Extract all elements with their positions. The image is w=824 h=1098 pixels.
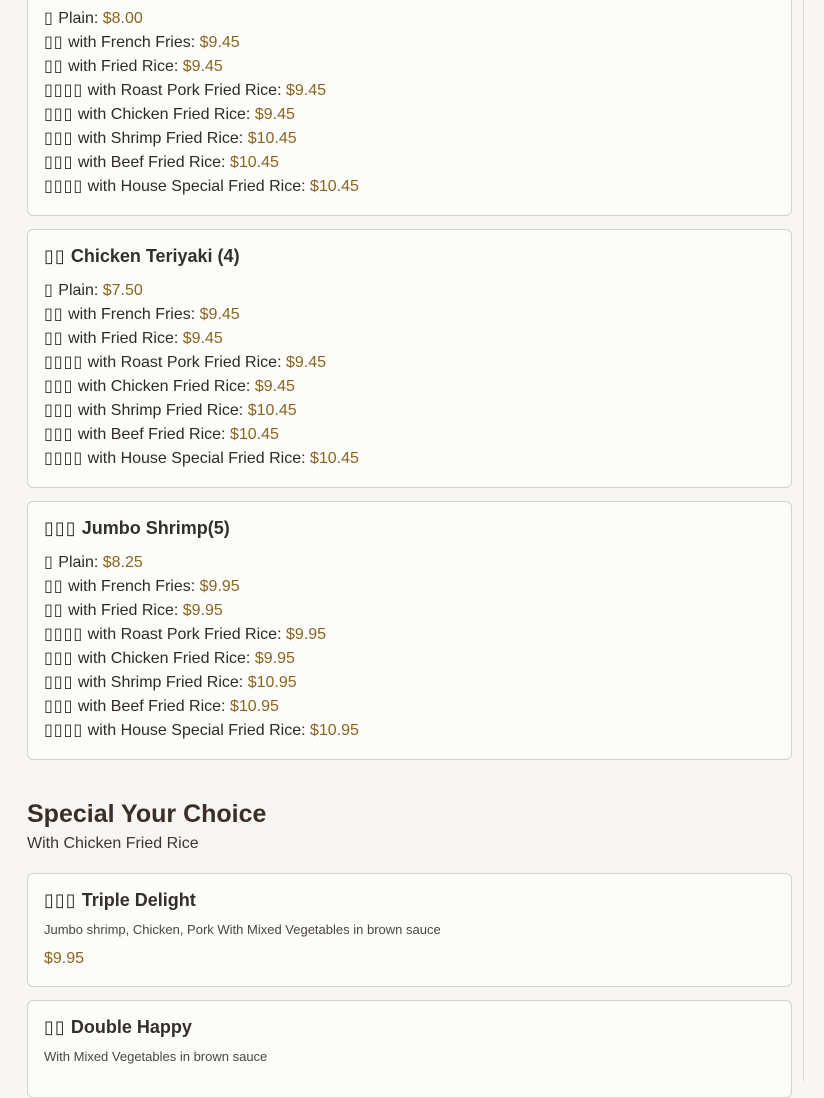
title-icon: ▯▯ bbox=[44, 1017, 66, 1037]
option-price: $10.45 bbox=[309, 450, 359, 467]
option-price: $10.45 bbox=[309, 178, 359, 195]
option-icon: ▯ bbox=[44, 10, 54, 27]
price-option bbox=[44, 695, 775, 719]
price-option bbox=[44, 151, 775, 175]
option-icon: ▯▯▯ bbox=[44, 106, 74, 123]
menu-item-name: Triple Delight bbox=[81, 890, 196, 910]
option-icon: ▯▯ bbox=[44, 578, 64, 595]
price-option bbox=[44, 7, 775, 31]
menu-item-description: Jumbo shrimp, Chicken, Pork With Mixed Vegetables in brown sauce bbox=[44, 922, 441, 937]
option-label: with Roast Pork Fried Rice: bbox=[87, 354, 286, 371]
price-option bbox=[44, 623, 775, 647]
price-option bbox=[44, 79, 775, 103]
option-label: with House Special Fried Rice: bbox=[87, 178, 310, 195]
option-icon: ▯▯▯ bbox=[44, 426, 74, 443]
menu-item-title bbox=[44, 244, 775, 268]
menu-item-title bbox=[44, 1015, 775, 1039]
option-price: $9.95 bbox=[199, 578, 240, 595]
option-icon: ▯▯▯ bbox=[44, 674, 74, 691]
option-label: with Fried Rice: bbox=[68, 58, 183, 75]
option-label: with Beef Fried Rice: bbox=[77, 154, 230, 171]
option-label: with House Special Fried Rice: bbox=[87, 722, 310, 739]
option-price: $9.45 bbox=[182, 58, 223, 75]
option-label: with Beef Fried Rice: bbox=[77, 698, 230, 715]
option-price: $10.95 bbox=[247, 674, 297, 691]
option-icon: ▯ bbox=[44, 282, 54, 299]
option-icon: ▯▯▯▯ bbox=[44, 354, 84, 371]
option-price: $9.95 bbox=[285, 626, 326, 643]
title-icon: ▯▯ bbox=[44, 246, 66, 266]
price-option bbox=[44, 175, 775, 199]
section-title: Special Your Choice bbox=[27, 800, 267, 828]
option-price: $10.45 bbox=[247, 130, 297, 147]
price-option bbox=[44, 55, 775, 79]
option-price: $10.95 bbox=[309, 722, 359, 739]
option-label: with Chicken Fried Rice: bbox=[77, 650, 255, 667]
option-price: $9.45 bbox=[254, 378, 295, 395]
option-label: Plain: bbox=[58, 282, 103, 299]
option-price: $7.50 bbox=[102, 282, 143, 299]
option-label: with French Fries: bbox=[68, 578, 200, 595]
special-section bbox=[27, 798, 792, 1098]
option-label: with Roast Pork Fried Rice: bbox=[87, 626, 286, 643]
menu-item-price: $9.95 bbox=[44, 950, 85, 967]
option-icon: ▯▯▯▯ bbox=[44, 722, 84, 739]
price-option bbox=[44, 575, 775, 599]
menu-item-card bbox=[27, 229, 792, 488]
option-label: with Roast Pork Fried Rice: bbox=[87, 82, 286, 99]
option-label: with House Special Fried Rice: bbox=[87, 450, 310, 467]
price-option bbox=[44, 303, 775, 327]
price-option bbox=[44, 423, 775, 447]
option-price: $10.45 bbox=[247, 402, 297, 419]
price-option bbox=[44, 399, 775, 423]
price-option bbox=[44, 31, 775, 55]
option-label: with Beef Fried Rice: bbox=[77, 426, 230, 443]
price-option bbox=[44, 599, 775, 623]
menu-item-description: With Mixed Vegetables in brown sauce bbox=[44, 1049, 268, 1064]
menu-item-name: Jumbo Shrimp(5) bbox=[81, 518, 230, 538]
option-price: $9.45 bbox=[285, 354, 326, 371]
option-label: with Fried Rice: bbox=[68, 330, 183, 347]
option-price: $10.45 bbox=[229, 154, 279, 171]
menu-item-card bbox=[27, 1000, 792, 1098]
price-option bbox=[44, 551, 775, 575]
price-option bbox=[44, 719, 775, 743]
option-icon: ▯▯▯▯ bbox=[44, 626, 84, 643]
menu-item-card bbox=[27, 501, 792, 760]
option-icon: ▯▯▯▯ bbox=[44, 450, 84, 467]
option-price: $9.45 bbox=[254, 106, 295, 123]
price-option bbox=[44, 327, 775, 351]
menu-item-title bbox=[44, 516, 775, 540]
option-label: with Shrimp Fried Rice: bbox=[77, 674, 248, 691]
option-label: with French Fries: bbox=[68, 34, 200, 51]
option-label: with Fried Rice: bbox=[68, 602, 183, 619]
option-icon: ▯▯▯ bbox=[44, 154, 74, 171]
option-icon: ▯▯ bbox=[44, 58, 64, 75]
option-label: with Chicken Fried Rice: bbox=[77, 106, 255, 123]
option-label: with Chicken Fried Rice: bbox=[77, 378, 255, 395]
option-icon: ▯▯ bbox=[44, 306, 64, 323]
price-option bbox=[44, 103, 775, 127]
menu-item-card bbox=[27, 873, 792, 987]
menu-item-card bbox=[27, 0, 792, 216]
option-label: with Shrimp Fried Rice: bbox=[77, 130, 248, 147]
option-icon: ▯▯▯ bbox=[44, 378, 74, 395]
option-icon: ▯▯ bbox=[44, 602, 64, 619]
option-icon: ▯▯▯ bbox=[44, 402, 74, 419]
scroll-edge-divider bbox=[803, 0, 804, 1081]
option-price: $9.95 bbox=[254, 650, 295, 667]
option-price: $10.95 bbox=[229, 698, 279, 715]
price-option bbox=[44, 375, 775, 399]
option-label: Plain: bbox=[58, 554, 103, 571]
price-option bbox=[44, 447, 775, 471]
option-price: $8.25 bbox=[102, 554, 143, 571]
option-icon: ▯▯▯▯ bbox=[44, 178, 84, 195]
option-price: $9.45 bbox=[285, 82, 326, 99]
option-icon: ▯▯▯ bbox=[44, 130, 74, 147]
option-price: $9.95 bbox=[182, 602, 223, 619]
menu-item-name: Double Happy bbox=[70, 1017, 192, 1037]
menu-item-title bbox=[44, 888, 775, 912]
option-icon: ▯▯▯ bbox=[44, 698, 74, 715]
option-label: with Shrimp Fried Rice: bbox=[77, 402, 248, 419]
option-icon: ▯▯ bbox=[44, 330, 64, 347]
price-option bbox=[44, 351, 775, 375]
option-price: $9.45 bbox=[199, 306, 240, 323]
price-option bbox=[44, 279, 775, 303]
option-icon: ▯▯▯▯ bbox=[44, 82, 84, 99]
option-price: $10.45 bbox=[229, 426, 279, 443]
price-option bbox=[44, 647, 775, 671]
title-icon: ▯▯▯ bbox=[44, 518, 77, 538]
option-label: Plain: bbox=[58, 10, 103, 27]
price-option bbox=[44, 671, 775, 695]
option-price: $9.45 bbox=[182, 330, 223, 347]
option-icon: ▯ bbox=[44, 554, 54, 571]
menu-content bbox=[27, 0, 792, 1098]
price-option bbox=[44, 127, 775, 151]
option-icon: ▯▯ bbox=[44, 34, 64, 51]
title-icon: ▯▯▯ bbox=[44, 890, 77, 910]
option-icon: ▯▯▯ bbox=[44, 650, 74, 667]
option-price: $9.45 bbox=[199, 34, 240, 51]
option-price: $8.00 bbox=[102, 10, 143, 27]
menu-item-name: Chicken Teriyaki (4) bbox=[70, 246, 240, 266]
section-subtitle: With Chicken Fried Rice bbox=[27, 835, 199, 852]
option-label: with French Fries: bbox=[68, 306, 200, 323]
